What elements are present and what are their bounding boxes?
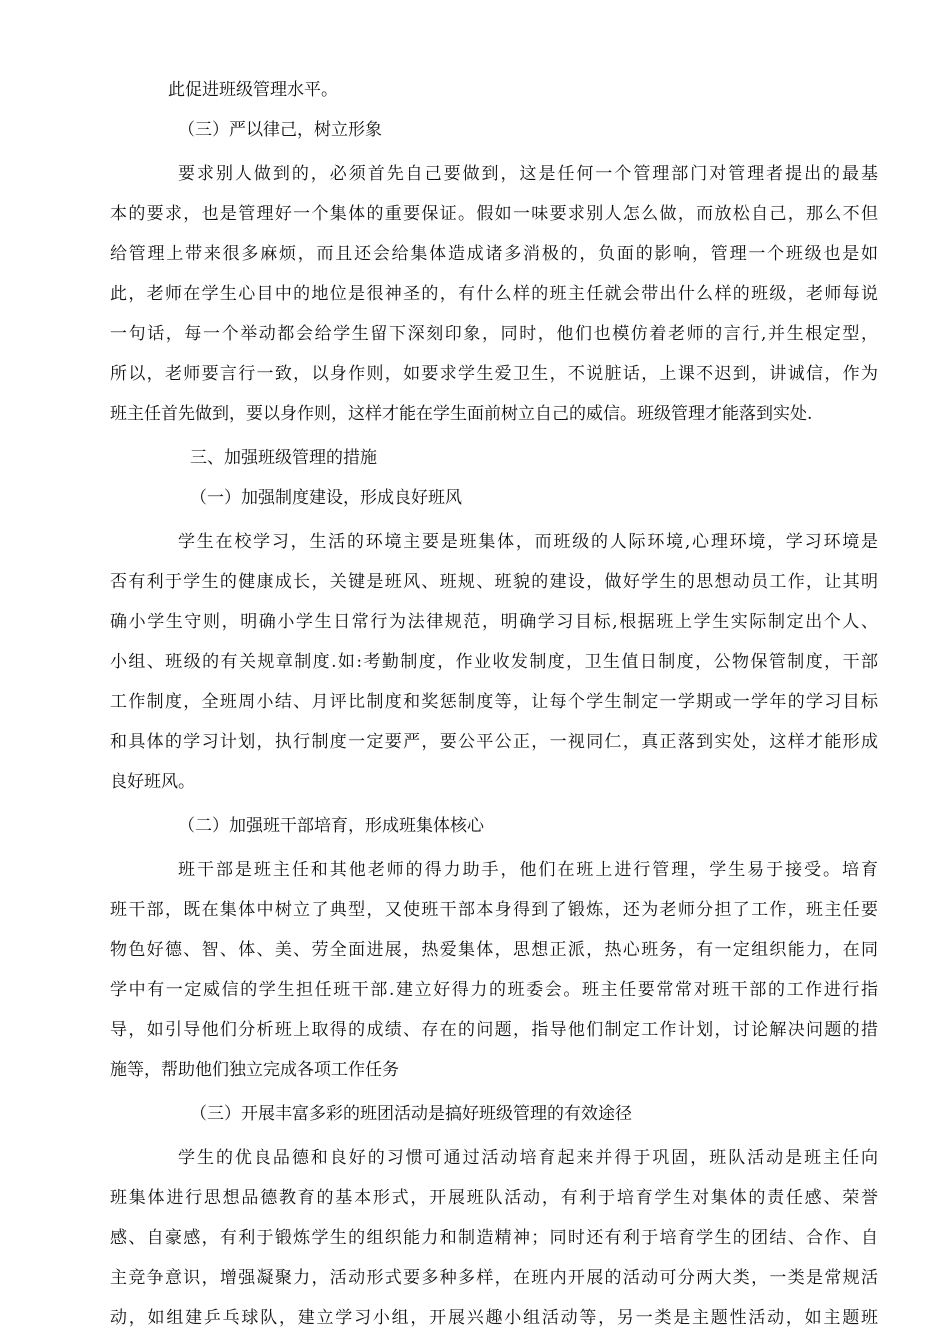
section-heading: （二）加强班干部培育，形成班集体核心 (178, 816, 484, 836)
paragraph-line: 学中有一定威信的学生担任班干部.建立好得力的班委会。班主任要常常对班干部的工作进行指 (110, 980, 878, 1000)
paragraph-line: 确小学生守则，明确小学生日常行为法律规范，明确学习目标,根据班上学生实际制定出个人、 (110, 612, 878, 632)
paragraph-line: 一句话，每一个举动都会给学生留下深刻印象，同时，他们也模仿着老师的言行,并生根定型， (110, 324, 878, 344)
text-line: 此促进班级管理水平。 (168, 80, 338, 100)
paragraph-line: 感、自豪感，有利于锻炼学生的组织能力和制造精神；同时还有利于培育学生的团结、合作、自 (110, 1228, 878, 1248)
paragraph-line: 物色好德、智、体、美、劳全面进展，热爱集体，思想正派，热心班务，有一定组织能力，在同 (110, 940, 878, 960)
document-page (110, 77, 878, 1331)
paragraph-line: 本的要求，也是管理好一个集体的重要保证。假如一味要求别人怎么做，而放松自己，那么不但 (110, 204, 878, 224)
paragraph-line: 学生在校学习，生活的环境主要是班集体，而班级的人际环境,心理环境，学习环境是 (178, 532, 878, 552)
paragraph-line: 学生的优良品德和良好的习惯可通过活动培育起来并得于巩固，班队活动是班主任向 (178, 1148, 878, 1168)
chapter-heading: 三、加强班级管理的措施 (190, 448, 377, 468)
section-heading: （三）严以律己，树立形象 (178, 120, 382, 140)
paragraph-line: 施等，帮助他们独立完成各项工作任务 (110, 1060, 399, 1080)
paragraph-line: 和具体的学习计划，执行制度一定要严，要公平公正，一视同仁，真正落到实处，这样才能形成 (110, 732, 878, 752)
paragraph-line: 所以，老师要言行一致，以身作则，如要求学生爱卫生，不说脏话，上课不迟到，讲诚信，作为 (110, 364, 878, 384)
paragraph-line: 否有利于学生的健康成长，关键是班风、班规、班貌的建设，做好学生的思想动员工作，让其明 (110, 572, 878, 592)
paragraph-line: 工作制度，全班周小结、月评比制度和奖惩制度等，让每个学生制定一学期或一学年的学习目标 (110, 692, 878, 712)
paragraph-line: 要求别人做到的，必须首先自己要做到，这是任何一个管理部门对管理者提出的最基 (178, 164, 878, 184)
paragraph-line: 导，如引导他们分析班上取得的成绩、存在的问题，指导他们制定工作计划，讨论解决问题的措 (110, 1020, 878, 1040)
paragraph-line: 良好班风。 (110, 772, 195, 792)
paragraph-line: 班集体进行思想品德教育的基本形式，开展班队活动，有利于培育学生对集体的责任感、荣誉 (110, 1188, 878, 1208)
paragraph-line: 主竞争意识，增强凝聚力，活动形式要多种多样，在班内开展的活动可分两大类，一类是常规活 (110, 1268, 878, 1288)
section-heading: （一）加强制度建设，形成良好班风 (190, 488, 462, 508)
paragraph-line: 给管理上带来很多麻烦，而且还会给集体造成诸多消极的，负面的影响，管理一个班级也是如 (110, 244, 878, 264)
paragraph-line: 动，如组建乒乓球队，建立学习小组，开展兴趣小组活动等，另一类是主题性活动，如主题班 (110, 1308, 878, 1328)
paragraph-line: 班主任首先做到，要以身作则，这样才能在学生面前树立自己的威信。班级管理才能落到实处. (110, 404, 813, 424)
paragraph-line: 班干部，既在集体中树立了典型，又使班干部本身得到了锻炼，还为老师分担了工作，班主任要 (110, 900, 878, 920)
paragraph-line: 小组、班级的有关规章制度.如:考勤制度，作业收发制度，卫生值日制度，公物保管制度，干部 (110, 652, 878, 672)
paragraph-line: 班干部是班主任和其他老师的得力助手，他们在班上进行管理，学生易于接受。培育 (178, 860, 878, 880)
paragraph-line: 此，老师在学生心目中的地位是很神圣的，有什么样的班主任就会带出什么样的班级，老师每说 (110, 284, 878, 304)
section-heading: （三）开展丰富多彩的班团活动是搞好班级管理的有效途径 (190, 1104, 632, 1124)
